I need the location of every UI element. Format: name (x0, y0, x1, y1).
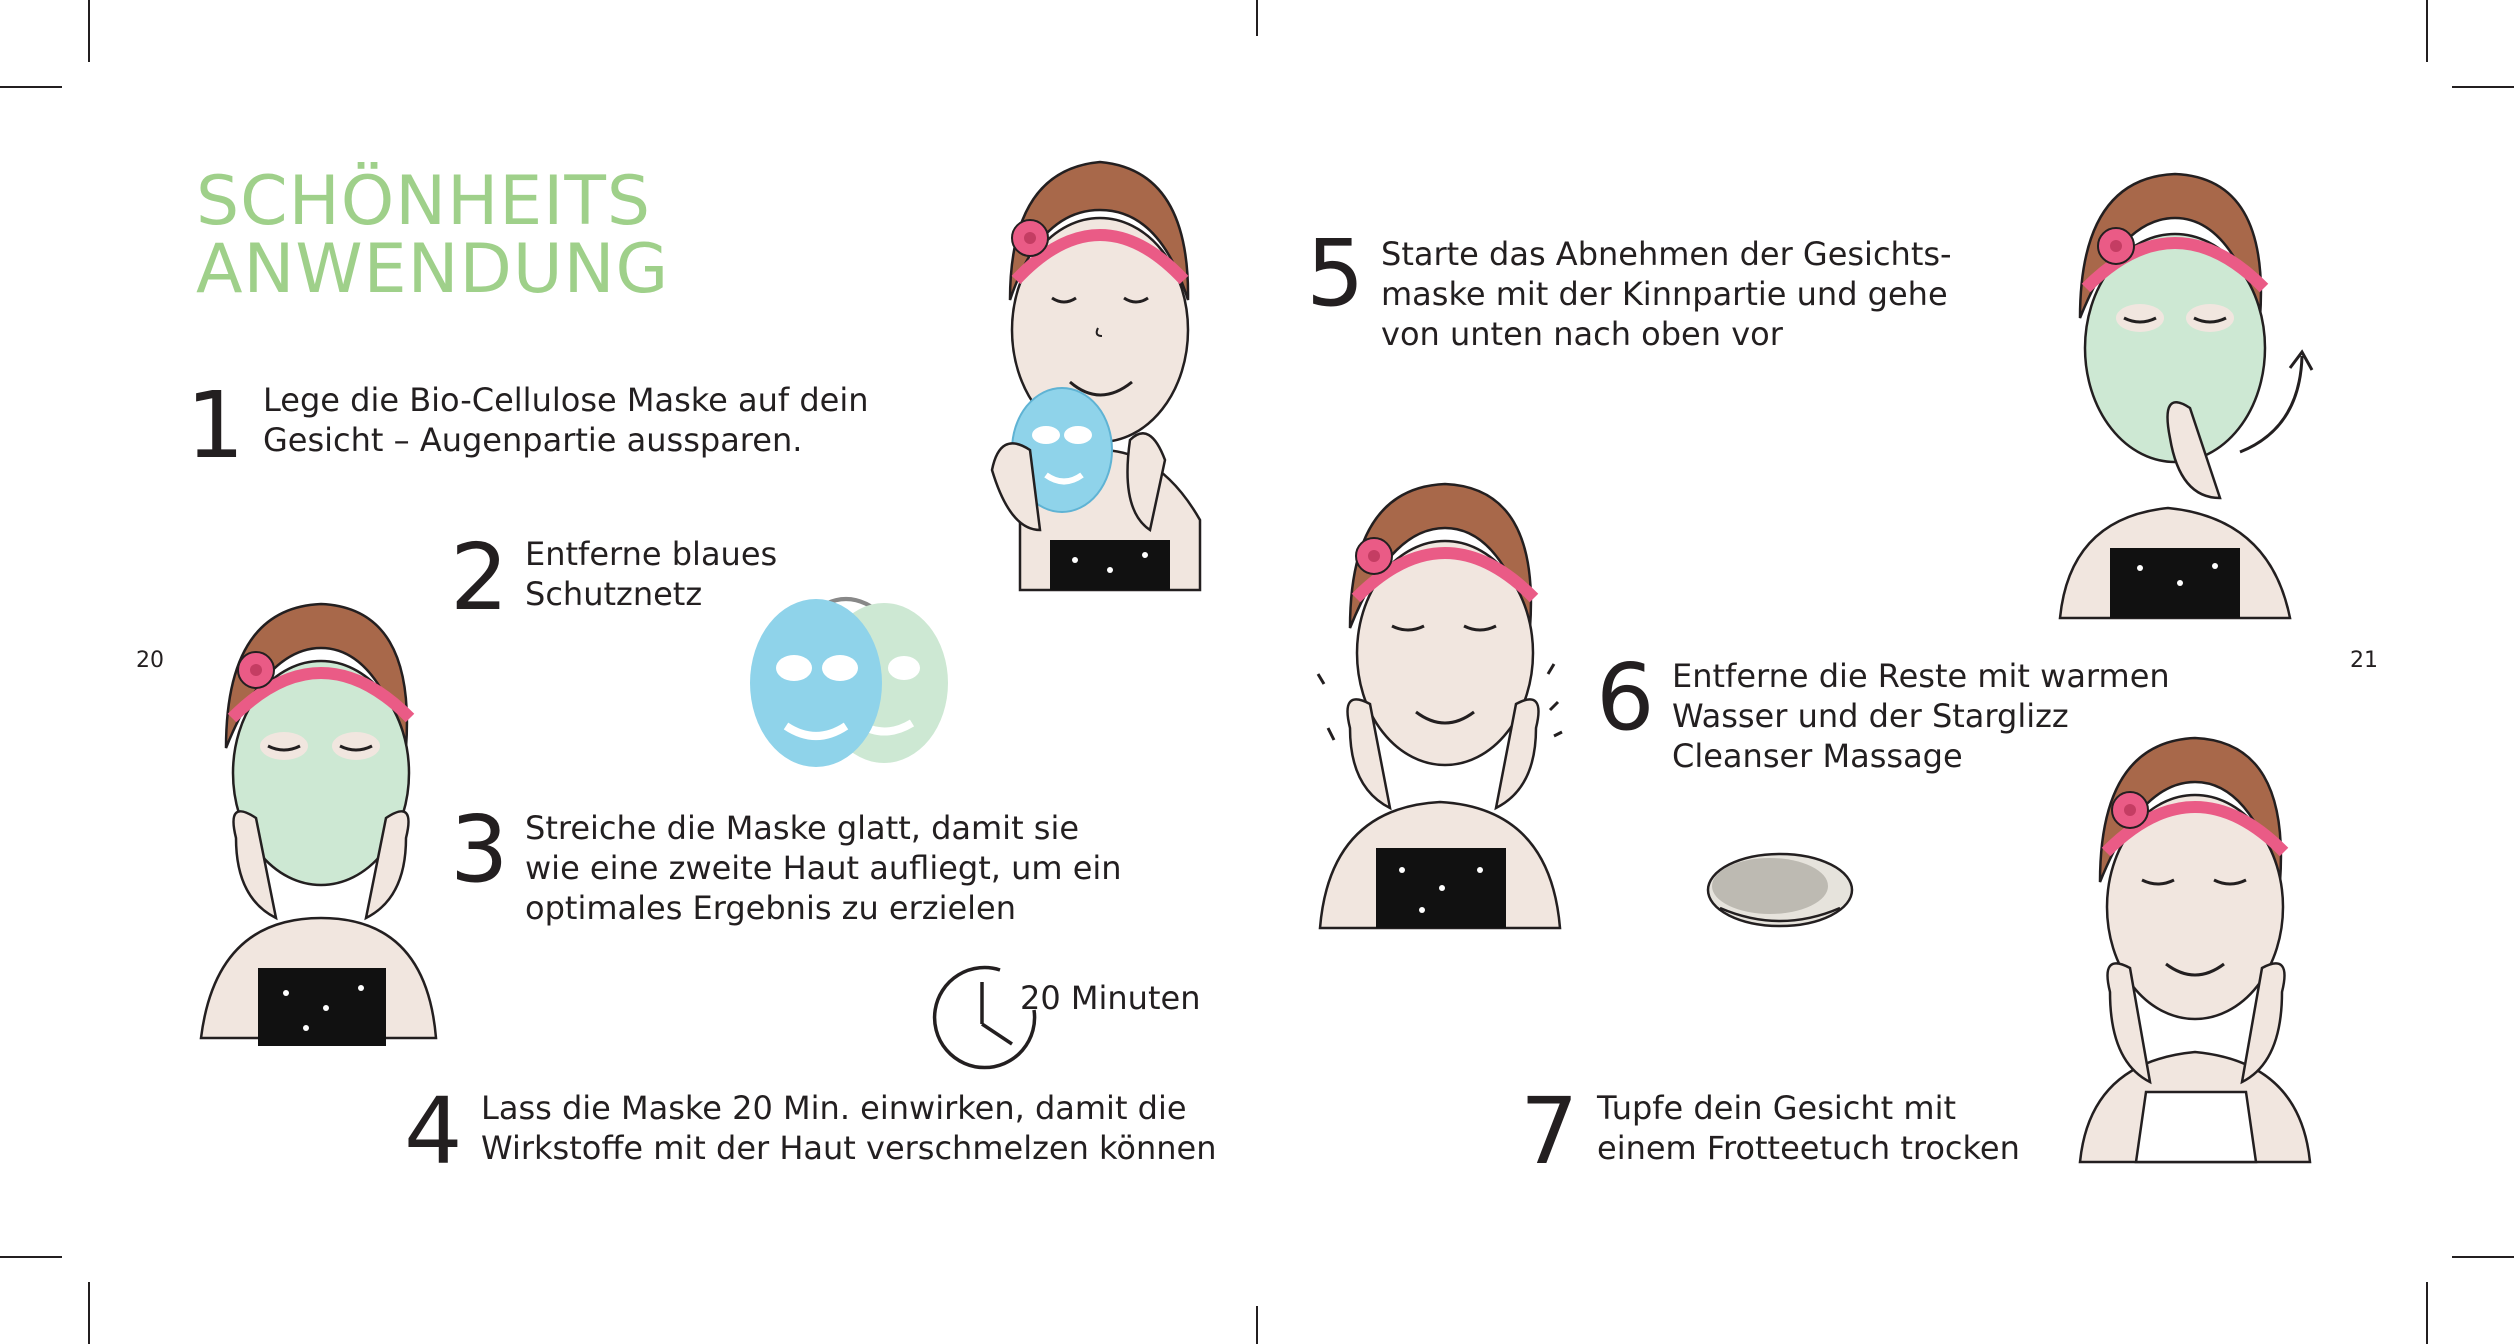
step-number: 1 (186, 372, 245, 479)
girl-applying-blue-mask-illustration (980, 150, 1220, 590)
step-number: 4 (404, 1078, 463, 1185)
step-text: Tupfe dein Gesicht mit einem Frotteetuch trocken (1597, 1089, 2020, 1167)
step-number: 7 (1520, 1078, 1579, 1185)
step-text: Lass die Maske 20 Min. einwirken, damit die Wirkstoffe mit der Haut verschmelzen können (481, 1089, 1217, 1167)
girl-removing-mask-illustration (2050, 168, 2330, 618)
crop-mark (88, 1282, 90, 1344)
girl-drying-face-illustration (2070, 732, 2320, 1162)
crop-mark (2426, 0, 2428, 62)
crop-mark (2452, 1256, 2514, 1258)
step-number: 5 (1306, 220, 1365, 327)
crop-mark (1256, 0, 1258, 36)
step-text: Streiche die Maske glatt, damit sie wie eine zweite Haut aufliegt, um ein optimales Ergebnis zu erzielen (525, 809, 1122, 927)
page-title (196, 162, 670, 309)
step-text: Starte das Abnehmen der Gesichts- maske mit der Kinnpartie und gehe von unten nach oben vor (1381, 235, 1952, 353)
page-number-left: 20 (136, 648, 164, 673)
title-line-2: ANWENDUNG (196, 230, 670, 309)
title-line-1: SCHÖNHEITS (196, 162, 652, 241)
crop-mark (88, 0, 90, 62)
step-number: 6 (1596, 644, 1655, 751)
step-text: Lege die Bio-Cellulose Maske auf dein Gesicht – Augenpartie aussparen. (263, 381, 869, 459)
crop-mark (0, 86, 62, 88)
girl-washing-face-illustration (1310, 478, 1570, 928)
timer-label: 20 Minuten (1020, 979, 1201, 1017)
step-number: 3 (450, 796, 509, 903)
crop-mark (2452, 86, 2514, 88)
girl-green-mask-illustration (196, 598, 446, 1048)
step-text: Entferne blaues Schutznetz (525, 535, 778, 613)
step-number: 2 (450, 524, 509, 631)
crop-mark (2426, 1282, 2428, 1344)
crop-mark (0, 1256, 62, 1258)
mask-peeling-illustration (736, 578, 966, 778)
page-number-right: 21 (2350, 648, 2378, 673)
cleansing-brush-icon (1700, 842, 1860, 934)
crop-mark (1256, 1306, 1258, 1344)
step-text: Entferne die Reste mit warmen Wasser und der Starglizz Cleanser Massage (1672, 657, 2170, 775)
